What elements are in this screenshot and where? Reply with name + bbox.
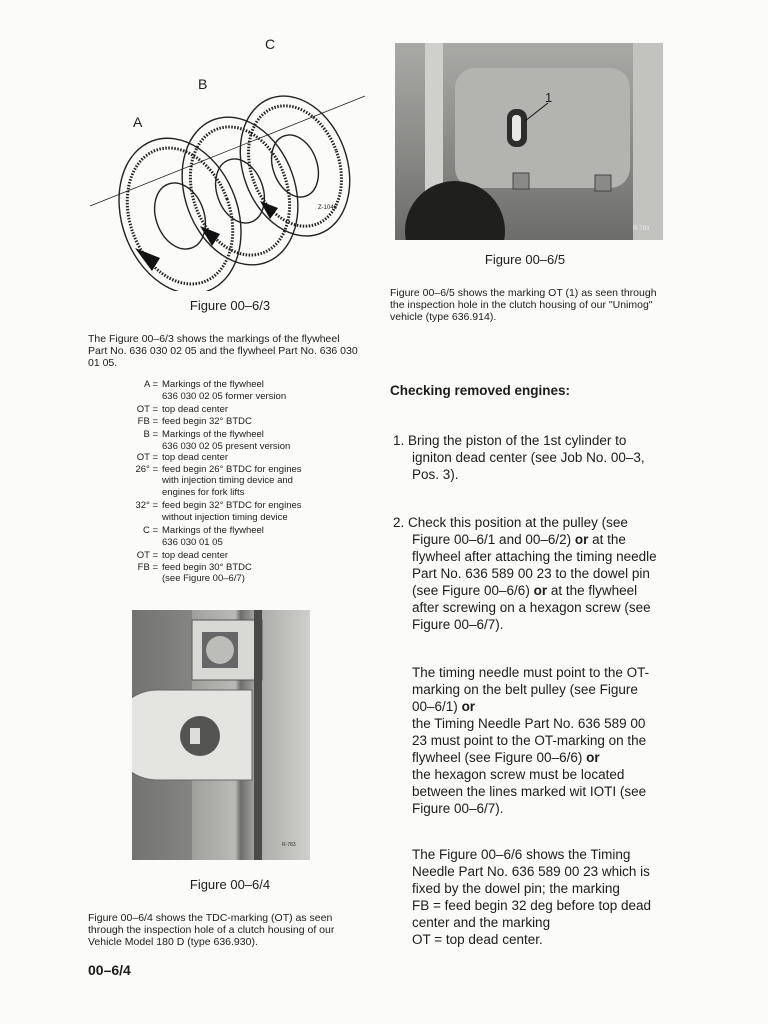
legend-row: B = Markings of the flywheel: [143, 429, 264, 440]
legend-row: with injection timing device and: [162, 475, 293, 486]
flywheel-illustration: [80, 36, 370, 291]
marker-1: 1: [545, 90, 553, 105]
legend-row: 32° = feed begin 32° BTDC for engines: [135, 500, 302, 511]
photo-detail: [395, 43, 663, 240]
photo-code: R-783: [633, 226, 650, 232]
figure-5-description: Figure 00–6/5 shows the marking OT (1) as seen through the inspection hole in the clutch housing of our "Unimog" vehicle (type 636.914).: [390, 287, 657, 323]
figure-4-description: Figure 00–6/4 shows the TDC-marking (OT) as seen through the inspection hole of a clutch housing of our Vehicle Model 180 D (type 636.930).: [88, 912, 335, 948]
figure-caption-5: Figure 00–6/5: [484, 252, 566, 267]
figure-3-description: The Figure 00–6/3 shows the markings of the flywheel Part No. 636 030 02 05 and the flywheel Part No. 636 030 01 05.: [88, 333, 358, 369]
legend-row: A = Markings of the flywheel: [144, 379, 264, 390]
step-2: 2. Check this position at the pulley (see Figure 00–6/1 and 00–6/2) or at the flywheel after attaching the timing needle Part No. 636 589 00 23 to the dowel pin (see Figure 00–6/6) or at the flywheel after screwing on a hexagon screw (see Figure 00–6/7).: [393, 515, 657, 632]
legend-row: OT = top dead center: [136, 404, 229, 415]
legend-row: 26° = feed begin 26° BTDC for engines: [135, 463, 302, 475]
legend-row: C = Markings of the flywheel: [142, 525, 264, 536]
legend-row: engines for fork lifts: [162, 486, 245, 498]
figure-caption-4: Figure 00–6/4: [189, 877, 271, 892]
legend-row: OT = top dead center: [136, 550, 229, 561]
legend-row: 636 030 01 05: [162, 536, 223, 548]
legend-row: (see Figure 00–6/7): [162, 573, 245, 584]
figure-flywheel-drawing: [80, 36, 370, 291]
label-c: C: [265, 36, 276, 52]
photo-inspection-hole-180d: [132, 610, 310, 860]
photo-code: R-783: [282, 842, 296, 848]
figure-caption-3: Figure 00–6/3: [189, 298, 271, 313]
legend-row: OT = top dead center: [136, 452, 229, 463]
legend-row: 636 030 02 05 present version: [162, 440, 291, 452]
label-a: A: [133, 114, 143, 130]
legend-row: 636 030 02 05 former version: [162, 390, 287, 402]
legend-row: FB = feed begin 30° BTDC: [137, 561, 252, 573]
label-b: B: [198, 76, 208, 92]
photo-inspection-hole-unimog: [395, 43, 663, 240]
page-number: 00–6/4: [88, 962, 131, 978]
photo-detail: [132, 610, 310, 860]
marking-legend: [104, 379, 344, 585]
legend-row: without injection timing device: [162, 511, 288, 523]
timing-note: The timing needle must point to the OT-marking on the belt pulley (see Figure 00–6/1) or the Timing Needle Part No. 636 589 00 23 must point to the OT-marking on the flywheel (see Figure 00–6/6) or the hexagon screw must be located between the lines marked wit IOTI (see Figure 00–6/7).: [412, 665, 650, 816]
step-1: 1. Bring the piston of the 1st cylinder to igniton dead center (see Job No. 00–3, Pos. 3).: [393, 433, 645, 482]
figure-code: Z-1046: [318, 205, 338, 211]
section-heading: Checking removed engines:: [390, 383, 571, 398]
timing-needle-description: The Figure 00–6/6 shows the Timing Needle Part No. 636 589 00 23 which is fixed by the dowel pin; the marking FB = feed begin 32 deg before top dead center and the marking OT = top dead center.: [412, 847, 652, 947]
legend-row: FB = feed begin 32° BTDC: [137, 415, 252, 427]
